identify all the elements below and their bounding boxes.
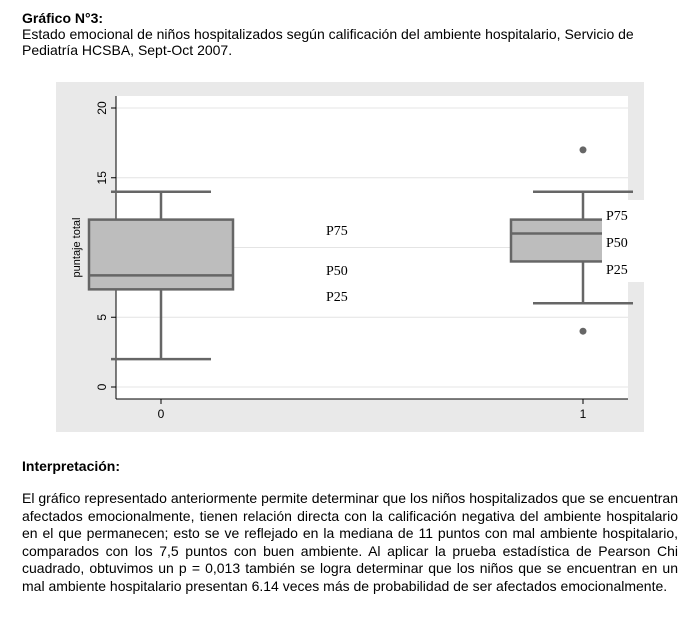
figure-label: Gráfico N°3: [22, 10, 104, 26]
box-plot-chart [56, 82, 644, 432]
y-axis-label: puntaje total [71, 217, 83, 278]
y-tick-label: 15 [95, 171, 110, 185]
figure-caption: Estado emocional de niños hospitalizados según calificación del ambiente hospitalario, Servicio de Pediatría HCSBA, Sept-Oct 2007. [22, 26, 634, 58]
interpretation-heading: Interpretación: [22, 458, 121, 474]
y-tick-label: 5 [95, 313, 110, 321]
x-tick-label: 1 [579, 407, 587, 421]
annotation-p75-box1: P75 [606, 209, 628, 224]
y-tick-label: 20 [95, 101, 110, 115]
figure-caption-block [22, 10, 682, 58]
outlier-point [580, 328, 587, 335]
annotation-p50-box1: P50 [606, 236, 628, 251]
outlier-point [580, 146, 587, 153]
box-plot-svg [56, 82, 644, 432]
annotation-p25-box0: P25 [326, 290, 348, 305]
annotation-p50-box0: P50 [326, 264, 348, 279]
annotation-p75-box0: P75 [326, 224, 348, 239]
iqr-box [89, 220, 233, 290]
annotation-p25-box1: P25 [606, 263, 628, 278]
x-tick-label: 0 [157, 407, 165, 421]
interpretation-body: El gráfico representado anteriormente permite determinar que los niños hospitalizados que se encuentran afectados emocionalmente, tienen relación directa con la calificación negativa del ambiente hospitalario en el que permanecen; esto se ve reflejado en la mediana de 11 puntos con mal ambiente hospitalario, comparados con los 7,5 puntos con buen ambiente. Al aplicar la prueba estadística de Pearson Chi cuadrado, obtuvimos un p = 0,013 también se logra determinar que los niños que se encuentran en un mal ambiente hospitalario presentan 6.14 veces más de probabilidad de ser afectados emocionalmente. [22, 490, 678, 594]
y-tick-label: 0 [95, 383, 110, 391]
